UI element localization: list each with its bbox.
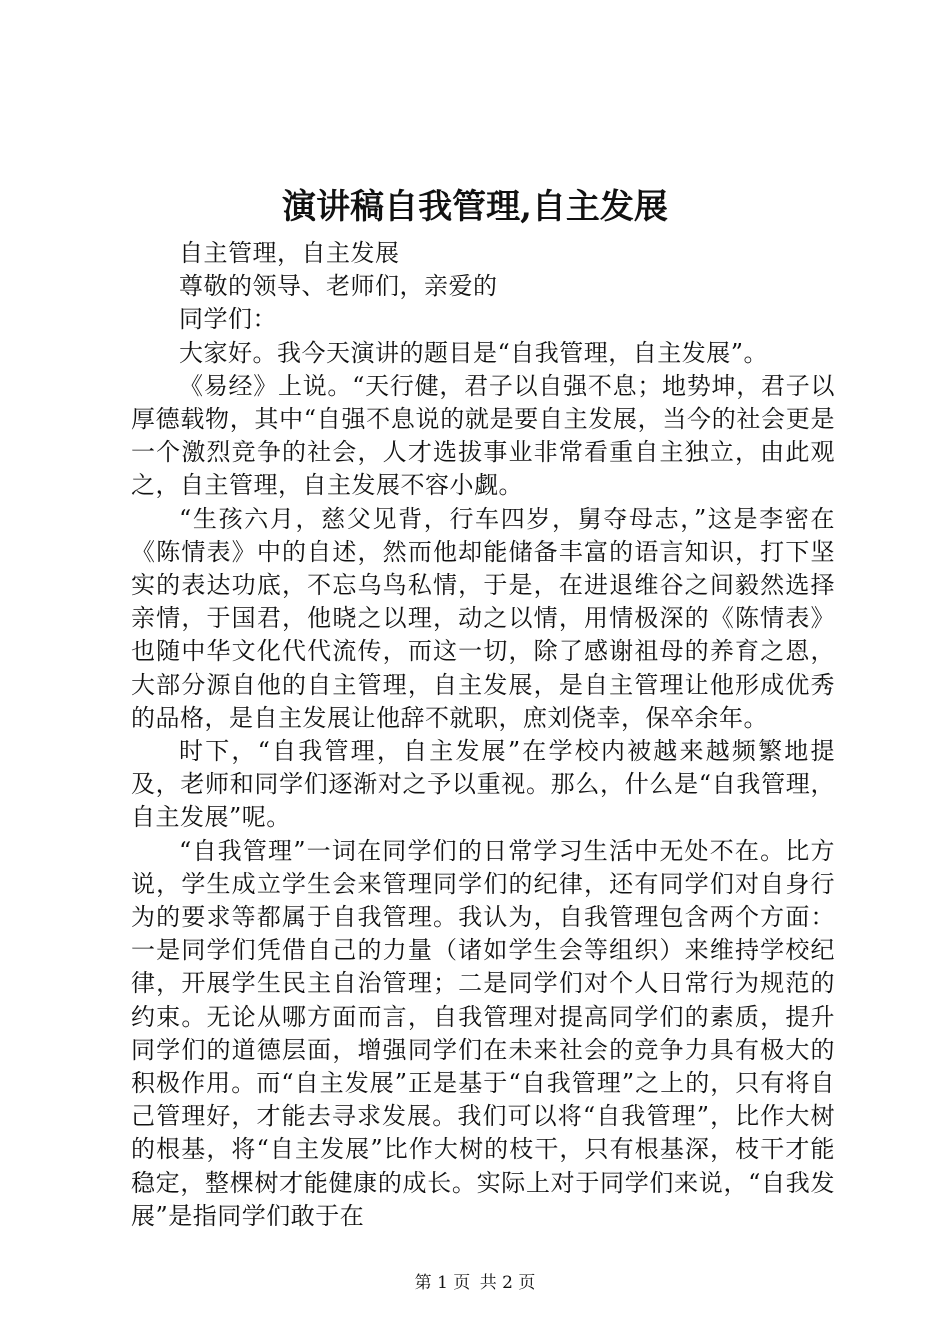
paragraph: 大家好。我今天演讲的题目是“自我管理，自主发展”。 — [179, 338, 769, 367]
paragraph: 时下，“自我管理，自主发展”在学校内被越来越频繁地提及，老师和同学们逐渐对之予以重视。那么，什么是“自我管理，自主发展”呢。 — [131, 737, 835, 832]
document-title: 演讲稿自我管理,自主发展 — [282, 187, 668, 227]
paragraph: “自我管理”一词在同学们的日常学习生活中无处不在。比方说，学生成立学生会来管理同学们的纪律，还有同学们对自身行为的要求等都属于自我管理。我认为，自我管理包含两个方面：一是同学们凭借自己的力量（诸如学生会等组织）来维持学校纪律，开展学生民主自治管理；二是同学们对个人日常行为规范的约束。无论从哪方面而言，自我管理对提高同学们的素质，提升同学们的道德层面，增强同学们在未来社会的竞争力具有极大的积极作用。而“自主发展”正是基于“自我管理”之上的，只有将自己管理好，才能去寻求发展。我们可以将“自我管理”，比作大树的根基，将“自主发展”比作大树的枝干，只有根基深，枝干才能稳定，整棵树才能健康的成长。实际上对于同学们来说，“自我发展”是指同学们敢于在 — [131, 836, 835, 1230]
paragraph: 同学们： — [179, 305, 277, 334]
page-total: 共 2 页 — [479, 1273, 536, 1293]
paragraph: 《易经》上说。“天行健，君子以自强不息；地势坤，君子以厚德载物，其中“自强不息说的就是要自主发展，当今的社会更是一个激烈竞争的社会，人才选拔事业非常看重自主独立，由此观之，自主管理，自主发展不容小觑。 — [131, 371, 835, 500]
page-footer — [0, 1271, 950, 1295]
document-body — [131, 237, 835, 1233]
page-number: 第 1 页 — [414, 1273, 471, 1293]
paragraph: 尊敬的领导、老师们，亲爱的 — [179, 272, 498, 301]
paragraph: “生孩六月，慈父见背，行车四岁，舅夺母志，”这是李密在《陈情表》中的自述，然而他却能储备丰富的语言知识，打下坚实的表达功底，不忘乌鸟私情，于是，在进退维谷之间毅然选择亲情，于国君，他晓之以理，动之以情，用情极深的《陈情表》也随中华文化代代流传，而这一切，除了感谢祖母的养育之恩，大部分源自他的自主管理，自主发展，是自主管理让他形成优秀的品格，是自主发展让他辞不就职，庶刘侥幸，保卒余年。 — [131, 504, 835, 732]
paragraph: 自主管理，自主发展 — [179, 239, 400, 267]
